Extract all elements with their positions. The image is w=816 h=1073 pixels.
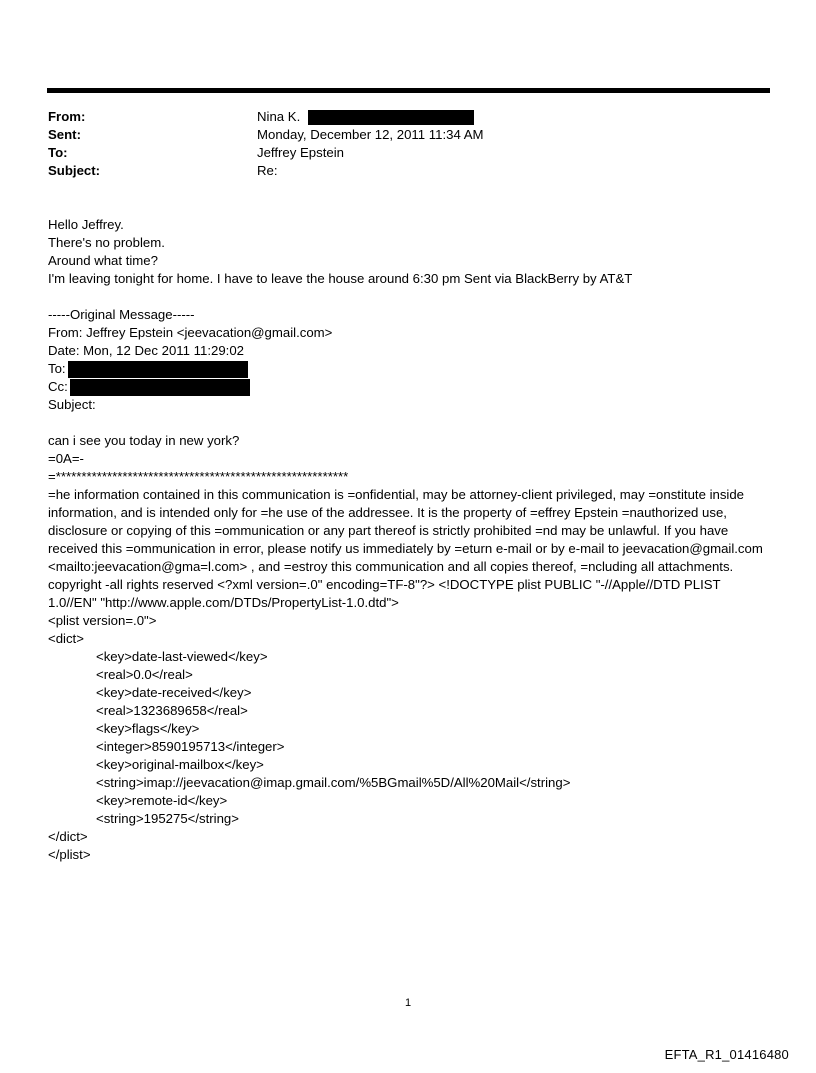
original-from: From: Jeffrey Epstein <jeevacation@gmail.com> [48,325,333,340]
page-number: 1 [404,997,412,1009]
sent-row [48,126,748,144]
subject-label: Subject: [48,163,101,178]
sent-label: Sent: [48,127,81,142]
email-header [48,108,748,180]
original-divider: -----Original Message----- [48,307,195,322]
subject-value: Re: [257,163,278,178]
original-to [48,360,763,378]
from-row [48,108,748,126]
from-value: Nina K. [257,109,301,124]
redaction-box [308,110,474,125]
bates-number: EFTA_R1_01416480 [664,1047,789,1062]
top-rule [47,88,770,93]
redaction-box [68,361,248,378]
plist-entry: <string>imap://jeevacation@imap.gmail.com/%5BGmail%5D/All%20Mail</string> [96,775,571,790]
plist-entry: <key>remote-id</key> [96,793,228,808]
to-value: Jeffrey Epstein [257,145,344,160]
to-label: To: [48,145,68,160]
message-text: can i see you today in new york? [48,433,240,448]
spacer [48,288,763,306]
reply-line: There's no problem. [48,235,165,250]
original-to-label: To: [48,361,66,376]
plist-close: </plist> [48,847,91,862]
reply-line: Hello Jeffrey. [48,217,124,232]
subject-row [48,162,748,180]
redaction-box [70,379,250,396]
plist-entry: <key>date-received</key> [96,685,252,700]
dict-open: <dict> [48,631,84,646]
plist-entry: <key>date-last-viewed</key> [96,649,268,664]
original-date: Date: Mon, 12 Dec 2011 11:29:02 [48,343,244,358]
plist-entry: <string>195275</string> [96,811,239,826]
plist-open: <plist version=.0"> [48,613,157,628]
spacer [48,414,763,432]
dict-close: </dict> [48,829,88,844]
disclaimer-text: =he information contained in this communication is =onfidential, may be attorney-client privileged, may =onstitute inside information, and is intended only for =he use of the addressee. It is the property of =effrey Epstein =nauthorized use, disclosure or copying of this =ommunication or any part thereof is strictly prohibited =nd may be unlawful. If you have received this =ommunication in error, please notify us immediately by =eturn e-mail or by e-mail to jeevacation@gmail.com <mailto:jeevacation@gma=l.com> , and =estroy this communication and all copies thereof, =ncluding all attachments. copyright -all rights reserved <?xml version=.0" encoding=TF-8"?> <!DOCTYPE plist PUBLIC "-//Apple//DTD PLIST 1.0//EN" "http://www.apple.com/DTDs/PropertyList-1.0.dtd"> [48,487,763,610]
plist-entry: <real>1323689658</real> [96,703,248,718]
reply-line: I'm leaving tonight for home. I have to leave the house around 6:30 pm Sent via BlackBerry by AT&T [48,271,633,286]
encoded-line: =********************************************************* [48,469,349,484]
original-cc-label: Cc: [48,379,68,394]
plist-entry: <key>flags</key> [96,721,200,736]
plist-entry: <real>0.0</real> [96,667,193,682]
plist-entry: <integer>8590195713</integer> [96,739,285,754]
plist-entry: <key>original-mailbox</key> [96,757,264,772]
original-subject: Subject: [48,397,96,412]
from-value-wrap [257,108,474,126]
to-row [48,144,748,162]
from-label: From: [48,109,86,124]
reply-line: Around what time? [48,253,158,268]
sent-value: Monday, December 12, 2011 11:34 AM [257,127,484,142]
encoded-line: =0A=- [48,451,84,466]
original-cc [48,378,763,396]
email-body [48,216,763,864]
